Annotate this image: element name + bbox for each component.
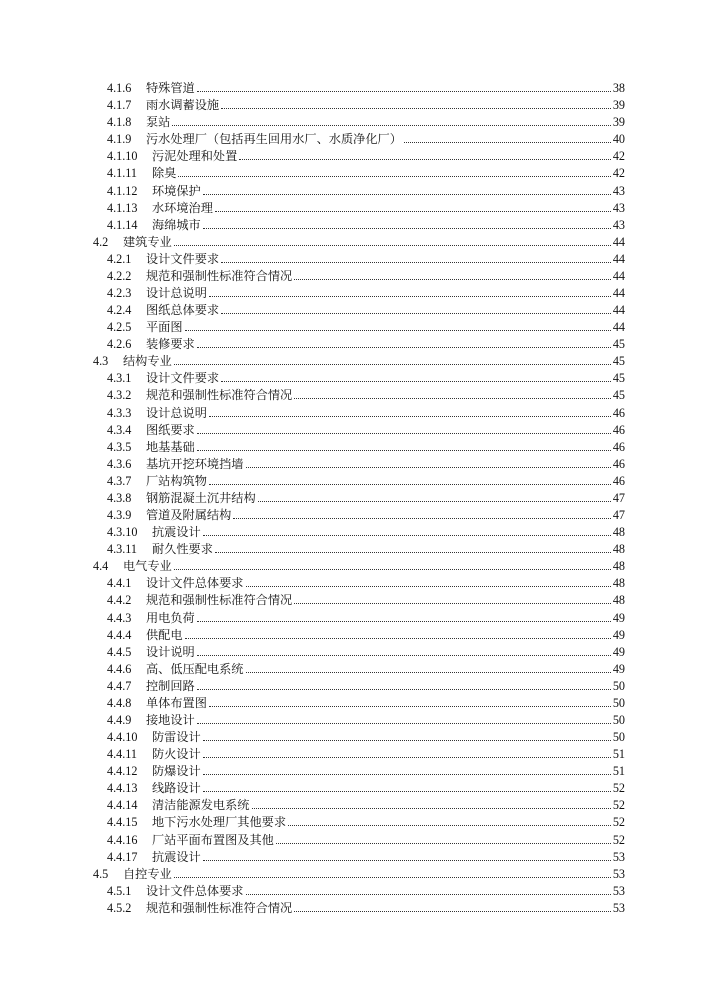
toc-entry-number: 4.3.3 <box>107 405 132 420</box>
toc-entry-number: 4.4.15 <box>107 815 138 830</box>
toc-entry-title: 单体布置图 <box>146 695 207 710</box>
toc-dot-leader <box>185 330 611 331</box>
toc-entry-title: 特殊管道 <box>146 81 195 96</box>
toc-entry-number: 4.5.2 <box>107 900 132 915</box>
toc-entry-number: 4.4.9 <box>107 712 132 727</box>
toc-entry-page-number: 51 <box>612 764 625 779</box>
toc-entry-page-number: 46 <box>612 422 625 437</box>
toc-dot-leader <box>294 279 611 280</box>
toc-entry-title: 地基基础 <box>146 439 195 454</box>
toc-entry-page-number: 44 <box>612 286 625 301</box>
toc-dot-leader <box>174 364 611 365</box>
toc-dot-leader <box>221 381 611 382</box>
toc-section-entry[interactable] <box>0 351 703 368</box>
toc-dot-leader <box>178 176 610 177</box>
toc-entry-number: 4.4.3 <box>107 610 132 625</box>
toc-subsection-entry[interactable] <box>0 385 703 402</box>
toc-entry-page-number: 39 <box>612 98 625 113</box>
toc-entry-page-number: 50 <box>612 712 625 727</box>
toc-subsection-entry[interactable] <box>0 642 703 659</box>
toc-entry-title: 环境保护 <box>152 183 201 198</box>
toc-dot-leader <box>215 552 611 553</box>
toc-entry-number: 4.1.10 <box>107 149 138 164</box>
toc-entry-title: 泵站 <box>146 115 171 130</box>
toc-subsection-entry[interactable] <box>0 317 703 334</box>
toc-entry-title: 用电负荷 <box>146 610 195 625</box>
toc-entry-page-number: 44 <box>612 234 625 249</box>
toc-entry-number: 4.2.1 <box>107 251 132 266</box>
toc-entry-title: 抗震设计 <box>152 849 201 864</box>
toc-entry-page-number: 49 <box>612 610 625 625</box>
toc-entry-page-number: 43 <box>612 183 625 198</box>
toc-entry-number: 4.3.5 <box>107 439 132 454</box>
toc-entry-number: 4.5 <box>93 866 109 881</box>
toc-entry-number: 4.2.3 <box>107 286 132 301</box>
toc-entry-title: 规范和强制性标准符合情况 <box>146 900 293 915</box>
toc-subsection-entry[interactable] <box>0 727 703 744</box>
toc-entry-number: 4.4.13 <box>107 781 138 796</box>
toc-entry-page-number: 49 <box>612 644 625 659</box>
toc-subsection-entry[interactable] <box>0 898 703 915</box>
toc-entry-title: 平面图 <box>146 320 183 335</box>
toc-entry-number: 4.4.17 <box>107 849 138 864</box>
toc-entry-page-number: 52 <box>612 832 625 847</box>
toc-entry-page-number: 45 <box>612 354 625 369</box>
toc-entry-number: 4.3.1 <box>107 371 132 386</box>
toc-entry-page-number: 53 <box>612 883 625 898</box>
toc-subsection-entry[interactable] <box>0 847 703 864</box>
toc-subsection-entry[interactable] <box>0 112 703 129</box>
toc-dot-leader <box>174 245 611 246</box>
toc-subsection-entry[interactable] <box>0 180 703 197</box>
toc-entry-title: 钢筋混凝土沉井结构 <box>146 490 256 505</box>
toc-dot-leader <box>246 586 611 587</box>
toc-entry-title: 地下污水处理厂其他要求 <box>152 815 287 830</box>
toc-entry-title: 设计说明 <box>146 644 195 659</box>
toc-entry-page-number: 50 <box>612 695 625 710</box>
toc-subsection-entry[interactable] <box>0 454 703 471</box>
toc-subsection-entry[interactable] <box>0 488 703 505</box>
toc-dot-leader <box>239 159 611 160</box>
toc-entry-title: 设计文件总体要求 <box>146 883 244 898</box>
toc-entry-title: 图纸总体要求 <box>146 303 220 318</box>
toc-entry-title: 接地设计 <box>146 712 195 727</box>
toc-dot-leader <box>203 757 611 758</box>
toc-subsection-entry[interactable] <box>0 420 703 437</box>
toc-entry-page-number: 43 <box>612 200 625 215</box>
toc-subsection-entry[interactable] <box>0 146 703 163</box>
toc-entry-title: 污泥处理和处置 <box>152 149 238 164</box>
toc-entry-page-number: 53 <box>612 900 625 915</box>
toc-subsection-entry[interactable] <box>0 812 703 829</box>
toc-entry-page-number: 52 <box>612 815 625 830</box>
toc-entry-number: 4.2.5 <box>107 320 132 335</box>
toc-dot-leader <box>252 808 611 809</box>
toc-dot-leader <box>174 877 611 878</box>
toc-entry-number: 4.3.10 <box>107 525 138 540</box>
toc-subsection-entry[interactable] <box>0 795 703 812</box>
toc-dot-leader <box>233 518 611 519</box>
toc-subsection-entry[interactable] <box>0 402 703 419</box>
toc-subsection-entry[interactable] <box>0 78 703 95</box>
toc-dot-leader <box>203 740 611 741</box>
toc-subsection-entry[interactable] <box>0 761 703 778</box>
toc-entry-number: 4.1.8 <box>107 115 132 130</box>
toc-entry-title: 抗震设计 <box>152 525 201 540</box>
toc-entry-number: 4.2.6 <box>107 337 132 352</box>
toc-entry-page-number: 48 <box>612 542 625 557</box>
toc-entry-page-number: 44 <box>612 268 625 283</box>
toc-subsection-entry[interactable] <box>0 129 703 146</box>
toc-dot-leader <box>197 621 611 622</box>
toc-entry-title: 结构专业 <box>123 354 172 369</box>
toc-entry-page-number: 48 <box>612 559 625 574</box>
toc-entry-page-number: 44 <box>612 320 625 335</box>
toc-subsection-entry[interactable] <box>0 437 703 454</box>
toc-entry-number: 4.4.10 <box>107 730 138 745</box>
toc-dot-leader <box>172 125 610 126</box>
toc-entry-page-number: 40 <box>612 132 625 147</box>
toc-dot-leader <box>197 91 611 92</box>
toc-dot-leader <box>221 313 611 314</box>
toc-entry-title: 除臭 <box>152 166 177 181</box>
toc-entry-title: 防爆设计 <box>152 764 201 779</box>
toc-entry-number: 4.2 <box>93 234 109 249</box>
toc-entry-title: 电气专业 <box>123 559 172 574</box>
toc-entry-number: 4.1.11 <box>107 166 138 181</box>
toc-dot-leader <box>185 638 611 639</box>
toc-entry-number: 4.3.8 <box>107 490 132 505</box>
toc-entry-title: 高、低压配电系统 <box>146 661 244 676</box>
toc-entry-number: 4.4.1 <box>107 576 132 591</box>
toc-subsection-entry[interactable] <box>0 198 703 215</box>
toc-subsection-entry[interactable] <box>0 710 703 727</box>
toc-entry-number: 4.3.6 <box>107 456 132 471</box>
toc-entry-number: 4.4.6 <box>107 661 132 676</box>
toc-entry-number: 4.1.7 <box>107 98 132 113</box>
toc-subsection-entry[interactable] <box>0 283 703 300</box>
toc-entry-number: 4.4.5 <box>107 644 132 659</box>
toc-entry-page-number: 52 <box>612 798 625 813</box>
toc-dot-leader <box>288 825 611 826</box>
toc-subsection-entry[interactable] <box>0 573 703 590</box>
toc-dot-leader <box>174 569 611 570</box>
toc-entry-title: 规范和强制性标准符合情况 <box>146 593 293 608</box>
toc-entry-page-number: 47 <box>612 490 625 505</box>
toc-entry-page-number: 46 <box>612 439 625 454</box>
toc-subsection-entry[interactable] <box>0 744 703 761</box>
toc-subsection-entry[interactable] <box>0 334 703 351</box>
toc-entry-page-number: 45 <box>612 371 625 386</box>
toc-entry-title: 控制回路 <box>146 678 195 693</box>
toc-dot-leader <box>197 689 611 690</box>
toc-entry-number: 4.4.11 <box>107 747 138 762</box>
toc-entry-number: 4.4.8 <box>107 695 132 710</box>
toc-subsection-entry[interactable] <box>0 505 703 522</box>
toc-entry-number: 4.3 <box>93 354 109 369</box>
toc-entry-title: 耐久性要求 <box>152 542 213 557</box>
toc-entry-page-number: 44 <box>612 251 625 266</box>
toc-dot-leader <box>215 211 611 212</box>
toc-dot-leader <box>197 347 611 348</box>
table-of-contents <box>0 78 703 915</box>
toc-dot-leader <box>294 398 611 399</box>
toc-entry-page-number: 50 <box>612 730 625 745</box>
toc-entry-number: 4.5.1 <box>107 883 132 898</box>
toc-subsection-entry[interactable] <box>0 539 703 556</box>
toc-subsection-entry[interactable] <box>0 590 703 607</box>
toc-entry-title: 供配电 <box>146 627 183 642</box>
toc-section-entry[interactable] <box>0 556 703 573</box>
toc-entry-title: 管道及附属结构 <box>146 508 232 523</box>
toc-subsection-entry[interactable] <box>0 95 703 112</box>
toc-entry-number: 4.3.2 <box>107 388 132 403</box>
toc-subsection-entry[interactable] <box>0 471 703 488</box>
toc-entry-page-number: 42 <box>612 166 625 181</box>
toc-subsection-entry[interactable] <box>0 676 703 693</box>
toc-subsection-entry[interactable] <box>0 607 703 624</box>
toc-subsection-entry[interactable] <box>0 659 703 676</box>
toc-entry-number: 4.1.9 <box>107 132 132 147</box>
toc-dot-leader <box>221 108 611 109</box>
toc-entry-title: 雨水调蓄设施 <box>146 98 220 113</box>
toc-dot-leader <box>209 484 611 485</box>
toc-entry-title: 防雷设计 <box>152 730 201 745</box>
toc-dot-leader <box>203 194 611 195</box>
toc-entry-title: 海绵城市 <box>152 217 201 232</box>
toc-subsection-entry[interactable] <box>0 625 703 642</box>
toc-entry-number: 4.4.7 <box>107 678 132 693</box>
toc-entry-page-number: 51 <box>612 747 625 762</box>
toc-entry-page-number: 45 <box>612 337 625 352</box>
toc-subsection-entry[interactable] <box>0 693 703 710</box>
toc-section-entry[interactable] <box>0 864 703 881</box>
toc-entry-number: 4.3.4 <box>107 422 132 437</box>
toc-entry-title: 装修要求 <box>146 337 195 352</box>
toc-subsection-entry[interactable] <box>0 368 703 385</box>
toc-entry-number: 4.3.11 <box>107 542 138 557</box>
toc-entry-number: 4.4 <box>93 559 109 574</box>
toc-entry-page-number: 48 <box>612 525 625 540</box>
toc-subsection-entry[interactable] <box>0 266 703 283</box>
toc-dot-leader <box>209 296 611 297</box>
toc-entry-page-number: 52 <box>612 781 625 796</box>
toc-entry-number: 4.4.2 <box>107 593 132 608</box>
toc-entry-page-number: 38 <box>612 81 625 96</box>
toc-entry-page-number: 49 <box>612 627 625 642</box>
toc-entry-title: 防火设计 <box>152 747 201 762</box>
toc-subsection-entry[interactable] <box>0 249 703 266</box>
toc-dot-leader <box>197 655 611 656</box>
toc-entry-number: 4.1.13 <box>107 200 138 215</box>
toc-entry-page-number: 53 <box>612 849 625 864</box>
toc-entry-title: 线路设计 <box>152 781 201 796</box>
toc-dot-leader <box>197 450 611 451</box>
toc-entry-number: 4.3.7 <box>107 473 132 488</box>
toc-dot-leader <box>246 467 611 468</box>
toc-dot-leader <box>221 262 611 263</box>
toc-entry-title: 厂站平面布置图及其他 <box>152 832 274 847</box>
toc-dot-leader <box>246 894 611 895</box>
toc-dot-leader <box>203 791 611 792</box>
toc-subsection-entry[interactable] <box>0 522 703 539</box>
toc-entry-title: 设计文件要求 <box>146 251 220 266</box>
toc-entry-number: 4.1.12 <box>107 183 138 198</box>
toc-entry-page-number: 39 <box>612 115 625 130</box>
toc-entry-title: 规范和强制性标准符合情况 <box>146 268 293 283</box>
toc-entry-title: 清洁能源发电系统 <box>152 798 250 813</box>
toc-entry-title: 基坑开挖环境挡墙 <box>146 456 244 471</box>
toc-dot-leader <box>404 142 611 143</box>
toc-dot-leader <box>294 603 611 604</box>
toc-subsection-entry[interactable] <box>0 163 703 180</box>
toc-dot-leader <box>203 774 611 775</box>
toc-dot-leader <box>197 723 611 724</box>
toc-entry-page-number: 46 <box>612 456 625 471</box>
toc-entry-page-number: 47 <box>612 508 625 523</box>
toc-entry-number: 4.2.2 <box>107 268 132 283</box>
toc-entry-number: 4.4.12 <box>107 764 138 779</box>
toc-entry-title: 污水处理厂（包括再生回用水厂、水质净化厂） <box>146 132 402 147</box>
toc-dot-leader <box>258 501 611 502</box>
toc-entry-page-number: 50 <box>612 678 625 693</box>
toc-entry-page-number: 49 <box>612 661 625 676</box>
toc-entry-number: 4.4.4 <box>107 627 132 642</box>
toc-entry-title: 设计总说明 <box>146 405 207 420</box>
toc-entry-page-number: 46 <box>612 473 625 488</box>
toc-entry-title: 自控专业 <box>123 866 172 881</box>
toc-entry-page-number: 46 <box>612 405 625 420</box>
toc-entry-title: 图纸要求 <box>146 422 195 437</box>
toc-entry-title: 水环境治理 <box>152 200 213 215</box>
toc-entry-page-number: 44 <box>612 303 625 318</box>
toc-dot-leader <box>203 228 611 229</box>
toc-dot-leader <box>203 535 611 536</box>
toc-entry-page-number: 43 <box>612 217 625 232</box>
toc-entry-page-number: 42 <box>612 149 625 164</box>
toc-entry-number: 4.1.6 <box>107 81 132 96</box>
toc-entry-title: 规范和强制性标准符合情况 <box>146 388 293 403</box>
toc-entry-page-number: 45 <box>612 388 625 403</box>
toc-entry-number: 4.2.4 <box>107 303 132 318</box>
toc-subsection-entry[interactable] <box>0 215 703 232</box>
toc-dot-leader <box>203 860 611 861</box>
toc-entry-title: 设计总说明 <box>146 286 207 301</box>
toc-entry-title: 建筑专业 <box>123 234 172 249</box>
toc-entry-title: 设计文件总体要求 <box>146 576 244 591</box>
toc-entry-page-number: 48 <box>612 576 625 591</box>
toc-entry-title: 厂站构筑物 <box>146 473 207 488</box>
toc-entry-number: 4.4.14 <box>107 798 138 813</box>
toc-entry-page-number: 53 <box>612 866 625 881</box>
toc-entry-number: 4.1.14 <box>107 217 138 232</box>
toc-subsection-entry[interactable] <box>0 300 703 317</box>
toc-dot-leader <box>246 672 611 673</box>
toc-dot-leader <box>197 433 611 434</box>
toc-dot-leader <box>276 843 611 844</box>
toc-dot-leader <box>209 706 611 707</box>
toc-section-entry[interactable] <box>0 232 703 249</box>
toc-subsection-entry[interactable] <box>0 881 703 898</box>
toc-subsection-entry[interactable] <box>0 778 703 795</box>
toc-dot-leader <box>209 416 611 417</box>
toc-entry-number: 4.4.16 <box>107 832 138 847</box>
toc-entry-title: 设计文件要求 <box>146 371 220 386</box>
toc-subsection-entry[interactable] <box>0 829 703 846</box>
toc-entry-page-number: 48 <box>612 593 625 608</box>
toc-dot-leader <box>294 911 611 912</box>
toc-entry-number: 4.3.9 <box>107 508 132 523</box>
